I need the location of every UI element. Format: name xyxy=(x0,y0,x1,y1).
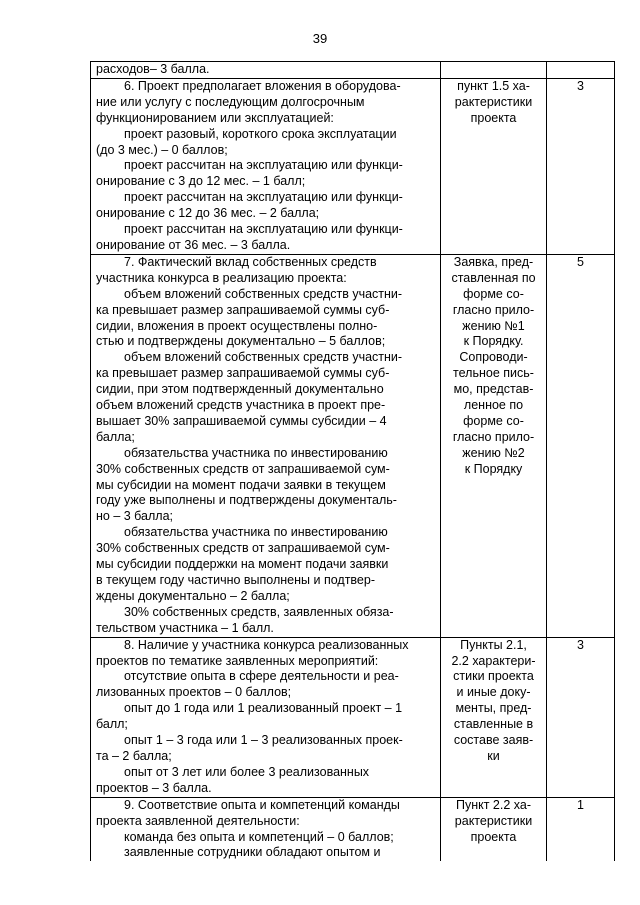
criterion-text-line: стью и подтверждены документально – 5 баллов; xyxy=(96,334,386,349)
source-document-line: ставленная по xyxy=(451,270,536,285)
criterion-text-line: опыт до 1 года или 1 реализованный проект – 1 xyxy=(124,701,403,716)
source-document-cell xyxy=(441,797,547,861)
page-number: 39 xyxy=(312,31,328,46)
criterion-text-line: балла; xyxy=(96,429,135,444)
criterion-text-line: проект разовый, короткого срока эксплуатации xyxy=(124,126,397,141)
criterion-text-line: расходов– 3 балла. xyxy=(96,62,210,76)
criterion-text-line: тельством участника – 1 балл. xyxy=(96,620,274,635)
criterion-text-line: 30% собственных средств, заявленных обяза- xyxy=(124,604,394,619)
criterion-text-line: проект рассчитан на эксплуатацию или функци- xyxy=(124,222,403,237)
criterion-text-line: 8. Наличие у участника конкурса реализованных xyxy=(124,637,409,652)
criterion-text-cell xyxy=(91,637,441,797)
criterion-text-line: но – 3 балла; xyxy=(96,509,174,524)
criterion-text-line: 30% собственных средств от запрашиваемой сум- xyxy=(96,461,390,476)
source-document-cell xyxy=(441,62,547,79)
source-document-line: пункт 1.5 ха- xyxy=(457,78,530,93)
criteria-table-body xyxy=(91,62,615,862)
criterion-text-line: обязательства участника по инвестированию xyxy=(124,525,388,540)
table-row xyxy=(91,62,615,79)
source-document-line: ставленные в xyxy=(453,717,534,732)
criterion-text-line: 6. Проект предполагает вложения в оборудова- xyxy=(124,78,401,93)
source-document-line: проекта xyxy=(470,829,517,844)
criterion-text-line: в текущем году частично выполнены и подтвер- xyxy=(96,573,375,587)
source-document-line: ки xyxy=(487,748,500,763)
criterion-text-line: проектов по тематике заявленных мероприятий: xyxy=(96,653,379,668)
criterion-text-line: мы субсидии на момент подачи заявки в текущем xyxy=(96,477,386,492)
source-document-line: Пункт 2.2 ха- xyxy=(455,797,532,812)
criterion-text-line: функционированием или эксплуатацией: xyxy=(96,110,334,125)
criterion-text-line: (до 3 мес.) – 0 баллов; xyxy=(96,142,228,157)
criterion-text-line: балл; xyxy=(96,717,128,732)
criterion-text-line: проектов – 3 балла. xyxy=(96,780,212,795)
criterion-text-line: 30% собственных средств от запрашиваемой сум- xyxy=(96,541,390,556)
criterion-text-line: сидии, при этом подтвержденный документально xyxy=(96,382,384,397)
score-cell: 3 xyxy=(547,637,615,797)
source-document-line: рактеристики xyxy=(454,813,533,828)
source-document-line: гласно прило- xyxy=(452,429,535,444)
source-document-line: тельное пись- xyxy=(453,366,534,381)
score-cell: 1 xyxy=(547,797,615,861)
criterion-text-line: онирование от 36 мес. – 3 балла. xyxy=(96,237,291,252)
source-document-line: форме со- xyxy=(463,286,524,301)
source-document-line: к Порядку xyxy=(464,461,523,476)
source-document-line: жению №2 xyxy=(462,445,525,460)
source-document-line: 2.2 характери- xyxy=(451,653,536,668)
criterion-text-line: ка превышает размер запрашиваемой суммы суб- xyxy=(96,366,390,381)
criterion-text-line: году уже выполнены и подтверждены документаль- xyxy=(96,493,397,508)
table-row xyxy=(91,254,615,637)
score-cell: 3 xyxy=(547,78,615,254)
criterion-text-line: 9. Соответствие опыта и компетенций команды xyxy=(124,797,400,812)
criterion-text-line: та – 2 балла; xyxy=(96,748,172,763)
source-document-cell xyxy=(441,78,547,254)
criterion-text-line: объем вложений собственных средств участни- xyxy=(124,350,403,365)
criterion-text-line: заявленные сотрудники обладают опытом и xyxy=(124,845,381,860)
source-document-line: проекта xyxy=(470,110,517,125)
criterion-text-line: команда без опыта и компетенций – 0 баллов; xyxy=(124,829,394,844)
criterion-text-cell xyxy=(91,254,441,637)
criterion-text-line: онирование с 12 до 36 мес. – 2 балла; xyxy=(96,206,320,221)
source-document-line: рактеристики xyxy=(454,94,533,109)
source-document-cell xyxy=(441,637,547,797)
score-cell xyxy=(547,62,615,79)
criterion-text-line: лизованных проектов – 0 баллов; xyxy=(96,685,292,700)
source-document-line: составе заяв- xyxy=(453,733,534,748)
criterion-text-line: проекта заявленной деятельности: xyxy=(96,813,300,828)
table-row xyxy=(91,78,615,254)
criterion-text-line: опыт от 3 лет или более 3 реализованных xyxy=(124,764,370,779)
source-document-line: Пункты 2.1, xyxy=(460,637,527,652)
criterion-text-line: онирование с 3 до 12 мес. – 1 балл; xyxy=(96,174,306,189)
criterion-text-line: ка превышает размер запрашиваемой суммы суб- xyxy=(96,302,390,317)
criterion-text-line: обязательства участника по инвестированию xyxy=(124,445,388,460)
criterion-text-line: участника конкурса в реализацию проекта: xyxy=(96,270,347,285)
criterion-text-line: вышает 30% запрашиваемой суммы субсидии – 4 xyxy=(96,413,387,428)
criterion-text-line: проект рассчитан на эксплуатацию или функци- xyxy=(124,158,403,173)
criteria-table xyxy=(90,61,615,861)
source-document-line: Заявка, пред- xyxy=(453,254,534,269)
criterion-text-line: ждены документально – 2 балла; xyxy=(96,588,290,603)
source-document-line: мо, представ- xyxy=(453,382,534,397)
criterion-text-cell xyxy=(91,78,441,254)
source-document-line: жению №1 xyxy=(462,318,525,333)
criterion-text-line: объем вложений средств участника в проект пре- xyxy=(96,398,386,413)
criterion-text-line: отсутствие опыта в сфере деятельности и реа- xyxy=(124,669,399,684)
source-document-cell xyxy=(441,254,547,637)
score-cell: 5 xyxy=(547,254,615,637)
criterion-text-line: опыт 1 – 3 года или 1 – 3 реализованных проек- xyxy=(124,733,403,748)
criterion-text-line: ние или услугу с последующим долгосрочным xyxy=(96,94,365,109)
table-row xyxy=(91,797,615,861)
criterion-text-line: проект рассчитан на эксплуатацию или функци- xyxy=(124,190,403,205)
criterion-text-line: объем вложений собственных средств участни- xyxy=(124,286,403,301)
source-document-line: гласно прило- xyxy=(452,302,535,317)
source-document-line: и иные доку- xyxy=(456,685,531,700)
criterion-text-line: мы субсидии поддержки на момент подачи заявки xyxy=(96,557,389,572)
source-document-line: к Порядку. xyxy=(463,334,524,349)
table-row xyxy=(91,637,615,797)
source-document-line: Сопроводи- xyxy=(459,350,528,365)
source-document-line: форме со- xyxy=(463,413,524,428)
source-document-line: менты, пред- xyxy=(455,701,532,716)
criterion-text-line: 7. Фактический вклад собственных средств xyxy=(124,254,377,269)
criterion-text-cell xyxy=(91,62,441,79)
criterion-text-cell xyxy=(91,797,441,861)
source-document-line: стики проекта xyxy=(453,669,534,684)
source-document-line: ленное по xyxy=(463,398,524,413)
criterion-text-line: сидии, вложения в проект осуществлены полно- xyxy=(96,318,378,333)
